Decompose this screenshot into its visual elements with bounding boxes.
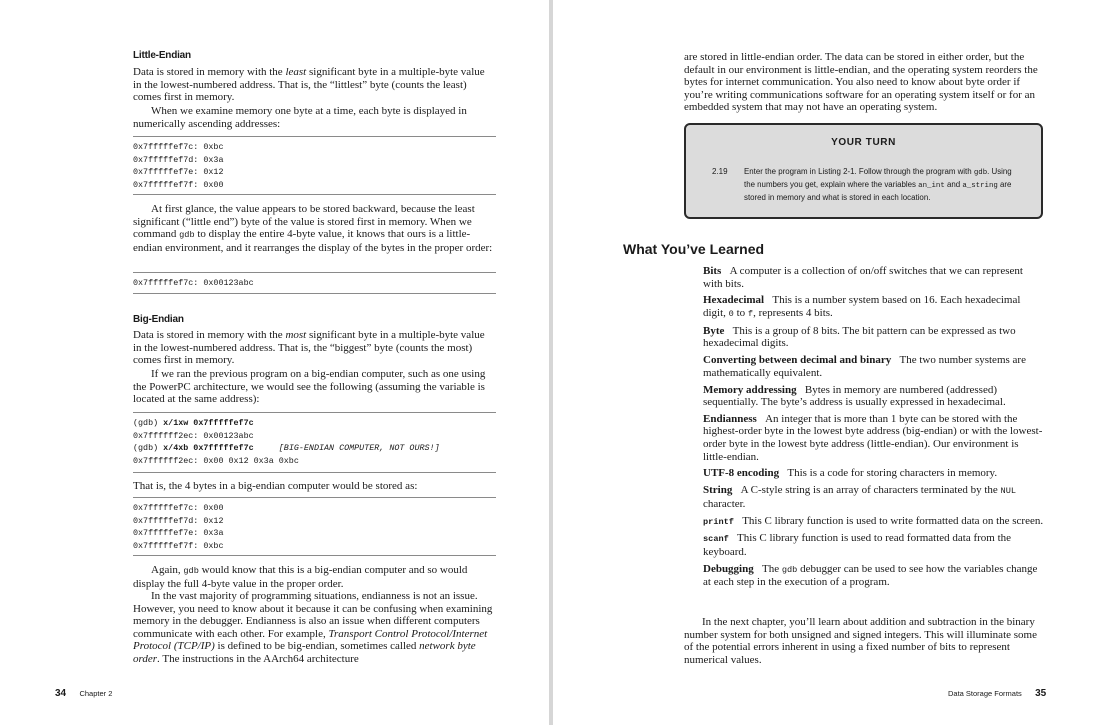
left-page <box>0 0 549 725</box>
chapter-label: Chapter 2 <box>79 689 113 698</box>
page-number: 34 <box>55 688 67 699</box>
glossary-item: scanf This C library function is used to read formatted data from the keyboard. <box>703 532 1012 558</box>
closing-paragraph: In the next chapter, you’ll learn about addition and subtraction in the binary number system for both unsigned and signed integers. This will illuminate some of the potential errors inherent in using a fixed number of bits to represent numerical values. <box>684 616 1037 666</box>
little-endian-paragraph-3: At first glance, the value appears to be stored backward, because the least significant (“little end”) byte of the value is stored first in memory. When we command gdb to display the entire 4-byte value, it knows that ours is a little-endian environment, and it rearranges the display of the bytes in the proper order: <box>133 203 493 254</box>
code-rule-bottom <box>133 194 496 195</box>
little-endian-paragraph-2: When we examine memory one byte at a time, each byte is displayed in numerically ascending addresses: <box>133 105 467 130</box>
big-endian-paragraph-3: That is, the 4 bytes in a big-endian computer would be stored as: <box>133 480 418 492</box>
code-block-gdb-session: (gdb) x/1xw 0x7fffffef7c 0x7ffffff2ec: 0x00123abc (gdb) x/4xb 0x7fffffef7c [BIG-ENDIAN COMPUTER, NOT OURS!] 0x7ffffff2ec: 0x00 0x12 0x3a 0xbc <box>133 418 440 467</box>
code-rule-top <box>133 272 496 273</box>
glossary-item: Hexadecimal This is a number system based on 16. Each hexadecimal digit, 0 to f, represents 4 bits. <box>703 294 1021 319</box>
left-page-footer <box>55 683 112 701</box>
section-heading: What You’ve Learned <box>623 241 765 257</box>
code-block-memory-big: 0x7fffffef7c: 0x00 0x7fffffef7d: 0x12 0x7fffffef7e: 0x3a 0x7fffffef7f: 0xbc <box>133 503 224 552</box>
exercise-number: 2.19 <box>712 167 728 176</box>
code-rule-top <box>133 497 496 498</box>
right-page <box>553 0 1100 725</box>
right-page-footer <box>948 683 1046 701</box>
glossary-item: Converting between decimal and binary The two number systems are mathematically equivalent. <box>703 354 1026 379</box>
code-rule-top <box>133 412 496 413</box>
glossary-item: Endianness An integer that is more than 1 byte can be stored with the highest-order byte in the lowest byte address (big-endian) or with the lowest-order byte in the lowest byte address (little-endian). Our environment is little-endian. <box>703 412 1043 463</box>
code-rule-bottom <box>133 293 496 294</box>
your-turn-box <box>684 123 1043 219</box>
code-block-memory-little: 0x7fffffef7c: 0xbc 0x7fffffef7d: 0x3a 0x7fffffef7e: 0x12 0x7fffffef7f: 0x00 <box>133 142 224 191</box>
chapter-title-label: Data Storage Formats <box>948 689 1022 698</box>
big-endian-heading: Big-Endian <box>133 314 184 325</box>
glossary-item: UTF-8 encoding This is a code for storing characters in memory. <box>703 467 998 480</box>
page-number: 35 <box>1035 688 1047 699</box>
code-rule-bottom <box>133 555 496 556</box>
big-endian-paragraph-4: Again, gdb would know that this is a big-endian computer and so would display the full 4-byte value in the proper order. <box>133 564 468 590</box>
glossary-item: Debugging The gdb debugger can be used to see how the variables change at each step in the execution of a program. <box>703 562 1038 589</box>
little-endian-heading: Little-Endian <box>133 50 191 61</box>
glossary-item: Byte This is a group of 8 bits. The bit pattern can be expressed as two hexadecimal digits. <box>703 324 1016 350</box>
little-endian-paragraph-1: Data is stored in memory with the least significant byte in a multiple-byte value in the lowest-numbered address. That is, the “littlest” byte (counts the least) comes first in memory. <box>133 66 485 104</box>
glossary-item: Bits A computer is a collection of on/off switches that we can represent with bits. <box>703 265 1023 290</box>
code-block-value-little: 0x7fffffef7c: 0x00123abc <box>133 278 254 288</box>
exercise-text: Enter the program in Listing 2-1. Follow through the program with gdb. Using the numbers you get, explain where the variables an_int and a_string are stored in memory and what is stored in each location. <box>744 167 1012 202</box>
big-endian-paragraph-1: Data is stored in memory with the most significant byte in a multiple-byte value in the lowest-numbered address. That is, the “biggest” byte (counts the most) comes first in memory. <box>133 329 485 367</box>
glossary-item: String A C-style string is an array of characters terminated by the NUL character. <box>703 484 1017 510</box>
glossary-item: Memory addressing Bytes in memory are numbered (addressed) sequentially. The byte’s address is usually expressed in hexadecimal. <box>703 383 1006 409</box>
your-turn-title: YOUR TURN <box>831 137 896 148</box>
continued-paragraph: are stored in little-endian order. The data can be stored in either order, but the default in our environment is little-endian, and the operating system reorders the bytes for internet communication. You also need to know about byte order if you’re writing communications software for an operating system itself or for an embedded system that may not have an operating system. <box>684 51 1038 114</box>
code-rule-bottom <box>133 472 496 473</box>
big-endian-paragraph-2: If we ran the previous program on a big-endian computer, such as one using the PowerPC architecture, we would see the following (assuming the variable is located at the same address): <box>133 368 486 406</box>
big-endian-paragraph-5: In the vast majority of programming situations, endianness is not an issue. However, you need to know about it because it can be confusing when examining memory in the debugger. Endianness is also an issue when different computers communicate with each other. For example, Transport Control Protocol/Internet Protocol (TCP/IP) is defined to be big-endian, sometimes called network byte order. The instructions in the AArch64 architecture <box>133 590 493 665</box>
code-rule-top <box>133 136 496 137</box>
glossary-list <box>703 265 1045 593</box>
glossary-item: printf This C library function is used to write formatted data on the screen. <box>703 514 1044 527</box>
